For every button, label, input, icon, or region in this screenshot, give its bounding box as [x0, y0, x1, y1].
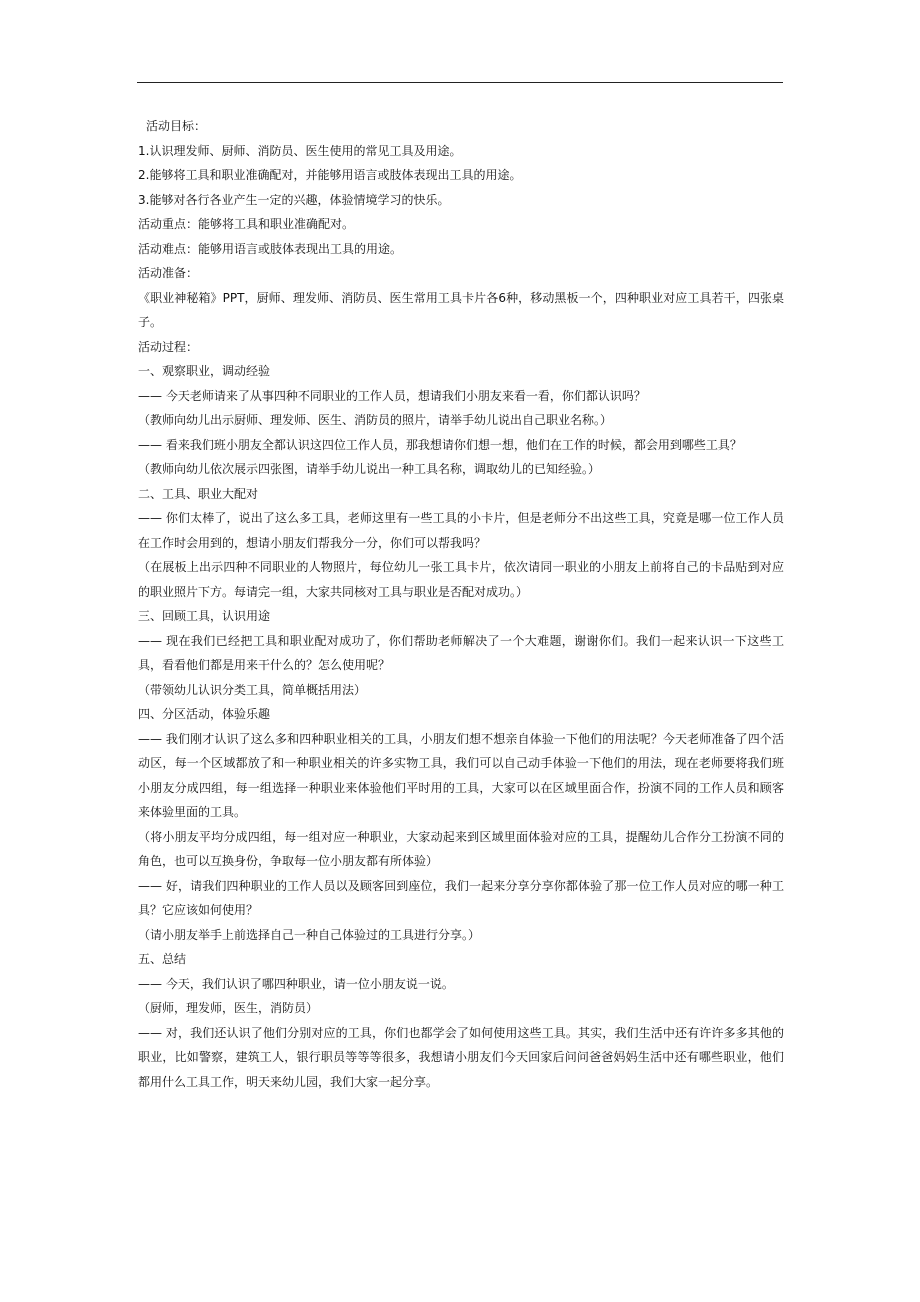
- difficulty-point: 活动难点：能够用语言或肢体表现出工具的用途。: [138, 241, 403, 256]
- section-1-paragraph: —— 今天老师请来了从事四种不同职业的工作人员，想请我们小朋友来看一看，你们都认识吗？: [138, 388, 646, 403]
- section-2-paragraph: —— 你们太棒了，说出了这么多工具，老师这里有一些工具的小卡片，但是老师分不出这些工具，究竟是哪一位工作人员在工作时会用到的，想请小朋友们帮我分一分，你们可以帮我吗？: [138, 511, 784, 550]
- section-1-paragraph: —— 看来我们班小朋友全都认识这四位工作人员，那我想请你们想一想，他们在工作的时候，都会用到哪些工具？: [138, 437, 742, 452]
- section-3-paragraph: —— 现在我们已经把工具和职业配对成功了，你们帮助老师解决了一个大难题，谢谢你们。我们一起来认识一下这些工具，看看他们都是用来干什么的？怎么使用呢？: [138, 633, 784, 672]
- section-3-paragraph: （带领幼儿认识分类工具，简单概括用法）: [138, 682, 367, 697]
- section-5-paragraph: （厨师，理发师，医生，消防员）: [138, 1001, 319, 1015]
- section-1-paragraph: （教师向幼儿依次展示四张图，请举手幼儿说出一种工具名称，调取幼儿的已知经验。）: [138, 462, 601, 476]
- section-4-paragraph: （请小朋友举手上前选择自己一种自己体验过的工具进行分享。）: [138, 927, 481, 942]
- section-4-paragraph: （将小朋友平均分成四组，每一组对应一种职业，大家动起来到区域里面体验对应的工具，提醒幼儿合作分工扮演不同的角色，也可以互换身份，争取每一位小朋友都有所体验）: [138, 829, 784, 868]
- key-point: 活动重点：能够将工具和职业准确配对。: [138, 217, 355, 231]
- section-4-paragraph: —— 我们刚才认识了这么多和四种职业相关的工具，小朋友们想不想亲自体验一下他们的用法呢？今天老师准备了四个活动区，每一个区域都放了和一种职业相关的许多实物工具，我们可以自己动手体验一下他们的用法，现在老师要将我们班小朋友分成四组，每一组选择一种职业来体验他们平时用的工具，大家可以在区域里面合作，扮演不同的工作人员和顾客来体验里面的工具。: [138, 731, 784, 819]
- process-heading: 活动过程：: [138, 339, 199, 354]
- goal-heading: 活动目标：: [146, 119, 207, 133]
- section-5-paragraph: —— 今天，我们认识了哪四种职业，请一位小朋友说一说。: [138, 976, 454, 991]
- section-2-title: 二、工具、职业大配对: [138, 486, 259, 501]
- prep-heading: 活动准备：: [138, 266, 199, 280]
- section-4-paragraph: —— 好，请我们四种职业的工作人员以及顾客回到座位，我们一起来分享分享你都体验了那一位工作人员对应的哪一种工具？它应该如何使用？: [138, 878, 784, 917]
- section-3-title: 三、回顾工具，认识用途: [138, 609, 271, 623]
- prep-text: 《职业神秘箱》PPT，厨师、理发师、消防员、医生常用工具卡片各6种，移动黑板一个，四种职业对应工具若干，四张桌子。: [138, 290, 784, 329]
- goal-item-1: 1.认识理发师、厨师、消防员、医生使用的常见工具及用途。: [138, 143, 462, 158]
- section-1-title: 一、观察职业，调动经验: [138, 364, 271, 378]
- document-body: [138, 114, 784, 1094]
- goal-item-2: 2.能够将工具和职业准确配对，并能够用语言或肢体表现出工具的用途。: [138, 168, 522, 182]
- section-5-paragraph: —— 对，我们还认识了他们分别对应的工具，你们也都学会了如何使用这些工具。其实，我们生活中还有许许多多其他的职业，比如警察，建筑工人，银行职员等等等很多，我想请小朋友们今天回家后问问爸爸妈妈生活中还有哪些职业，他们都用什么工具工作，明天来幼儿园，我们大家一起分享。: [138, 1025, 784, 1089]
- section-2-paragraph: （在展板上出示四种不同职业的人物照片，每位幼儿一张工具卡片，依次请同一职业的小朋友上前将自己的卡品贴到对应的职业照片下方。每请完一组，大家共同核对工具与职业是否配对成功。）: [138, 560, 784, 599]
- section-1-paragraph: （教师向幼儿出示厨师、理发师、医生、消防员的照片，请举手幼儿说出自己职业名称。）: [138, 413, 613, 427]
- section-5-title: 五、总结: [138, 952, 187, 966]
- section-4-title: 四、分区活动，体验乐趣: [138, 707, 271, 721]
- goal-item-3: 3.能够对各行各业产生一定的兴趣，体验情境学习的快乐。: [138, 192, 450, 207]
- header-rule: [137, 82, 783, 83]
